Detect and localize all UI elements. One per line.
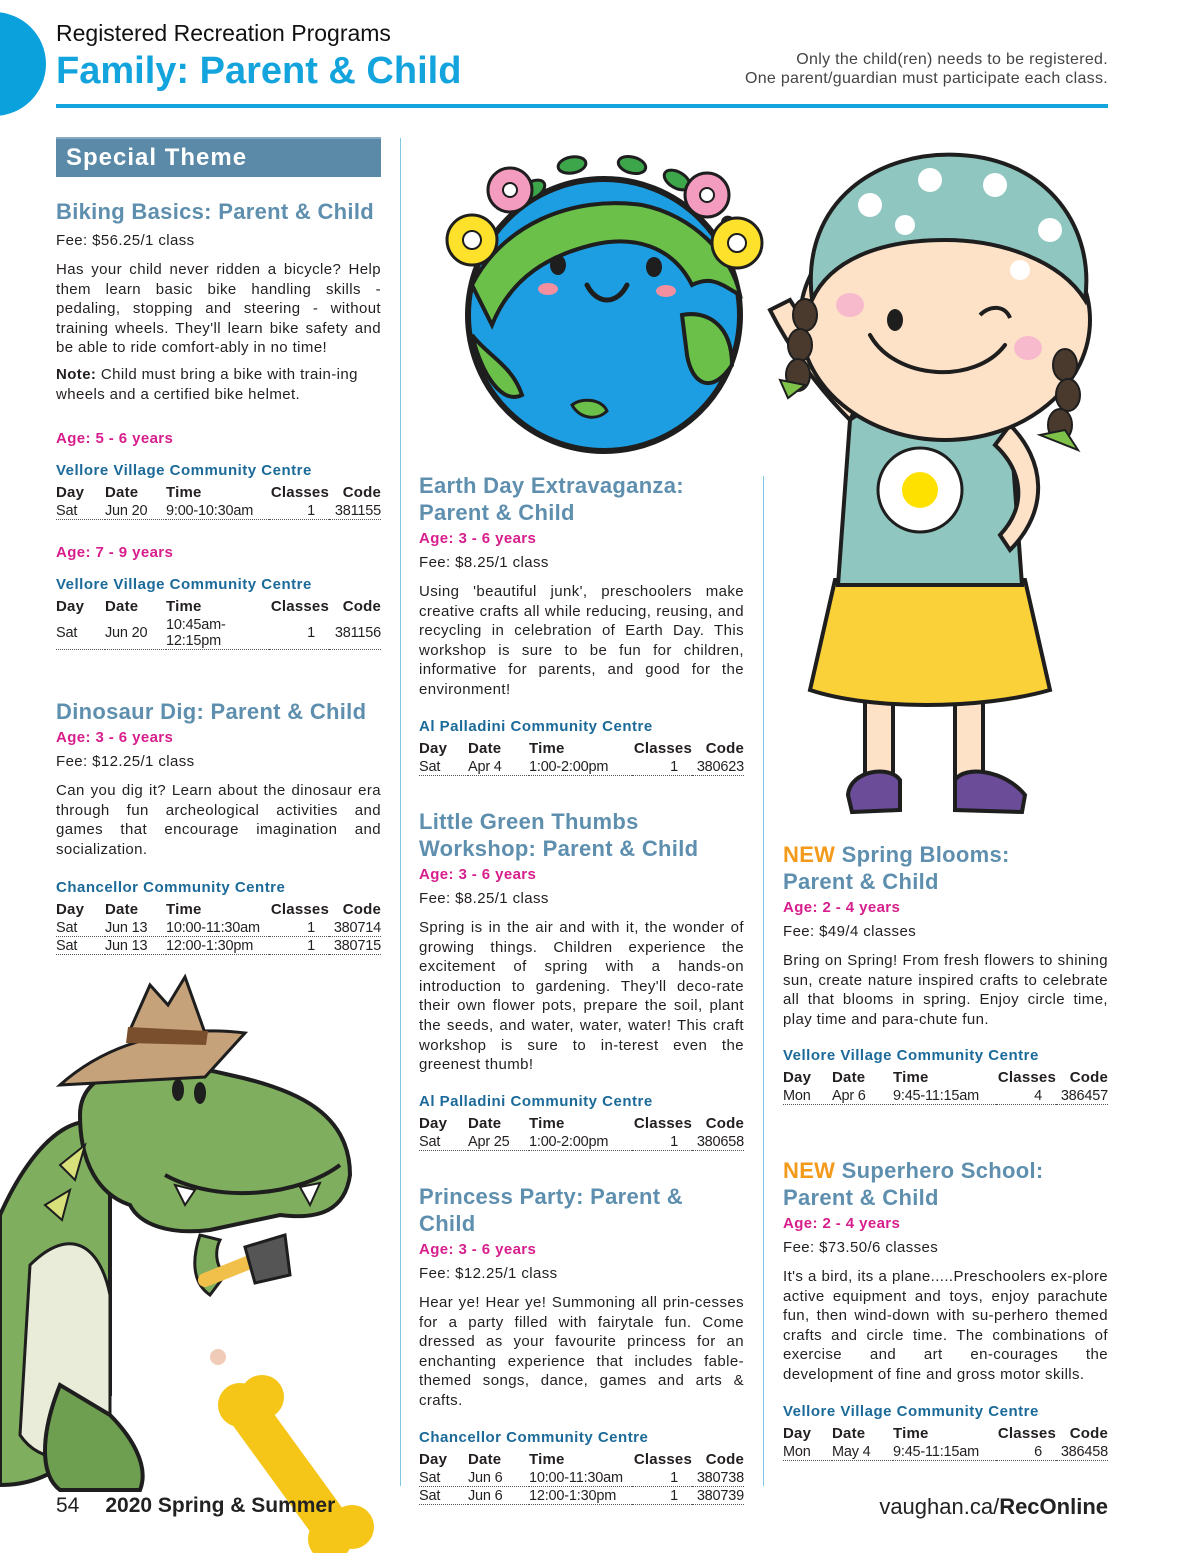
cell-day: Sat (56, 937, 105, 955)
col-header-time: Time (166, 901, 202, 919)
cell-date: Jun 6 (468, 1486, 529, 1504)
schedule-table (783, 1068, 1108, 1105)
cell-date: Apr 6 (832, 1087, 893, 1105)
earth-illustration (432, 135, 777, 455)
program-fee: Fee: $12.25/1 class (56, 753, 195, 770)
col-header-classes: Classes (633, 1114, 692, 1132)
page-title: Family: Parent & Child (56, 50, 462, 92)
cell-date: Jun 6 (468, 1469, 529, 1487)
program-title (419, 808, 744, 862)
schedule-header-row (783, 1424, 1108, 1443)
cell-code: 386458 (1056, 1443, 1108, 1461)
table-row[interactable] (783, 1443, 1108, 1461)
special-theme-banner (56, 137, 381, 177)
table-row[interactable] (56, 919, 381, 937)
cell-time: 10:00-11:30am (529, 1469, 632, 1487)
col-header-classes: Classes (270, 598, 329, 616)
page-tab-marker (0, 12, 46, 116)
col-header-date: Date (832, 1424, 866, 1442)
program-princess-party (419, 1183, 744, 1505)
program-age: Age: 2 - 4 years (783, 1215, 901, 1232)
col-header-classes: Classes (997, 1069, 1056, 1087)
col-header-day: Day (419, 1450, 448, 1468)
program-description: Can you dig it? Learn about the dinosaur era through fun archeological activities and games that encourage imagination and socialization. (56, 782, 381, 858)
col-header-time: Time (166, 484, 202, 502)
col-header-code: Code (342, 598, 381, 616)
program-title: Dinosaur Dig: Parent & Child (56, 699, 367, 724)
footer-url-link[interactable] (879, 1494, 1108, 1520)
col-header-code: Code (342, 901, 381, 919)
cell-time: 10:00-11:30am (166, 919, 269, 937)
col-header-code: Code (705, 1114, 744, 1132)
program-fee: Fee: $8.25/1 class (419, 890, 549, 907)
program-title (783, 841, 1108, 895)
cell-time: 1:00-2:00pm (529, 1133, 632, 1151)
col-header-date: Date (832, 1069, 866, 1087)
col-header-day: Day (783, 1424, 812, 1442)
schedule-header-row (419, 1114, 744, 1133)
program-note (56, 365, 381, 404)
col-header-code: Code (342, 484, 381, 502)
program-fee: Fee: $12.25/1 class (419, 1265, 558, 1282)
pink-flower-icon (685, 173, 729, 217)
registration-note (745, 50, 1108, 88)
cell-code: 386457 (1056, 1087, 1108, 1105)
col-header-day: Day (419, 1114, 448, 1132)
cell-day: Sat (419, 758, 468, 776)
cell-time: 9:45-11:15am (893, 1443, 996, 1461)
cell-classes: 1 (269, 937, 329, 955)
schedule-table (419, 739, 744, 776)
program-spring-blooms (783, 841, 1108, 1105)
schedule-table (56, 483, 381, 520)
centre-name: Vellore Village Community Centre (56, 576, 312, 594)
col-header-classes: Classes (633, 739, 692, 757)
program-title-text: Superhero School: (841, 1158, 1044, 1183)
schedule-header-row (56, 900, 381, 919)
program-description: Hear ye! Hear ye! Summoning all prin-cesses for a party filled with fairytale fun. Come dressed as your favourite princess for an enchanting experience that includes fable-themed songs, dance, games and arts & crafts. (419, 1294, 744, 1409)
yellow-bone-icon (218, 1375, 374, 1553)
col-header-code: Code (1069, 1069, 1108, 1087)
table-row[interactable] (419, 1133, 744, 1151)
url-bold: RecOnline (999, 1494, 1108, 1519)
age-group (56, 430, 381, 520)
col-header-date: Date (105, 901, 139, 919)
col-header-time: Time (529, 739, 565, 757)
col-header-date: Date (468, 1450, 502, 1468)
centre-name: Vellore Village Community Centre (783, 1402, 1039, 1420)
col-header-day: Day (419, 739, 448, 757)
cell-day: Mon (783, 1087, 832, 1105)
col-header-classes: Classes (270, 484, 329, 502)
cell-code: 380623 (692, 758, 744, 776)
program-title (419, 472, 744, 526)
program-fee: Fee: $49/4 classes (783, 923, 917, 940)
registration-note-line2: One parent/guardian must participate each class. (744, 70, 1108, 87)
new-badge: NEW (783, 842, 836, 867)
special-theme-label: Special Theme (66, 144, 248, 171)
program-description: Has your child never ridden a bicycle? Help them learn basic bike handling skills - pedaling, stopping and steering - without training wheels. They'll learn bike safety and be able to ride comfort-ably in no time! (56, 261, 381, 357)
program-age: Age: 3 - 6 years (419, 530, 537, 547)
col-header-classes: Classes (997, 1424, 1056, 1442)
program-title-text: Spring Blooms: (841, 842, 1010, 867)
schedule-table (56, 597, 381, 650)
cell-classes: 1 (632, 1486, 692, 1504)
program-description: Bring on Spring! From fresh flowers to shining sun, create nature inspired crafts to celebrate all that blooms in spring. Enjoy circle time, play time and para-chute fun. (783, 952, 1108, 1028)
program-title: Princess Party: Parent & Child (419, 1184, 683, 1236)
program-description: Spring is in the air and with it, the wonder of growing things. Children experience the excitement of spring with a hands-on introduction to gardening. They'll deco-rate their own flower pots, prepare the soil, plant the seeds, and water, water, water! This craft workshop is sure to in-terest even the greenest thumb! (419, 919, 744, 1074)
note-text: Child must bring a bike with train-ing wheels and a certified bike helmet. (56, 365, 358, 403)
schedule-header-row (56, 597, 381, 616)
cell-date: Jun 13 (105, 919, 166, 937)
program-title-line2: Parent & Child (419, 500, 575, 525)
program-title: Biking Basics: Parent & Child (56, 199, 374, 224)
header-rule (56, 104, 1108, 108)
centre-name: Chancellor Community Centre (419, 1428, 649, 1446)
schedule-table (419, 1450, 744, 1505)
schedule-table (783, 1424, 1108, 1461)
cell-classes: 6 (996, 1443, 1056, 1461)
cell-time: 1:00-2:00pm (529, 758, 632, 776)
col-header-code: Code (705, 739, 744, 757)
col-header-date: Date (468, 739, 502, 757)
program-age: Age: 5 - 6 years (56, 430, 174, 448)
cell-classes: 1 (269, 502, 329, 520)
program-biking-basics (56, 198, 381, 650)
col-header-day: Day (56, 901, 85, 919)
cell-date: Jun 13 (105, 937, 166, 955)
schedule-table (56, 900, 381, 955)
shirt-flower-icon (878, 448, 962, 532)
cell-time: 12:00-1:30pm (529, 1486, 632, 1504)
program-superhero-school (783, 1157, 1108, 1461)
cell-day: Mon (783, 1443, 832, 1461)
col-header-day: Day (56, 598, 85, 616)
note-label: Note: (56, 365, 97, 383)
cell-code: 380738 (692, 1469, 744, 1487)
program-fee: Fee: $8.25/1 class (419, 554, 549, 571)
col-header-date: Date (105, 598, 139, 616)
cell-date: Apr 4 (468, 758, 529, 776)
schedule-header-row (419, 1450, 744, 1469)
cell-code: 380715 (329, 937, 381, 955)
col-header-day: Day (783, 1069, 812, 1087)
cell-code: 381156 (329, 616, 381, 650)
col-header-time: Time (893, 1069, 929, 1087)
cell-day: Sat (56, 502, 105, 520)
program-title-line1 (783, 841, 1108, 868)
girl-illustration (760, 130, 1100, 820)
yellow-flower-icon (447, 215, 497, 265)
col-header-code: Code (1069, 1424, 1108, 1442)
yellow-flower-icon (712, 218, 762, 268)
edition-label: 2020 Spring & Summer (105, 1494, 336, 1517)
cell-day: Sat (419, 1133, 468, 1151)
cell-day: Sat (56, 919, 105, 937)
page-number: 54 (56, 1494, 80, 1517)
col-header-time: Time (529, 1450, 565, 1468)
cell-day: Sat (56, 616, 105, 650)
table-row[interactable] (56, 616, 381, 650)
col-header-time: Time (529, 1114, 565, 1132)
cell-date: Jun 20 (105, 616, 166, 650)
centre-name: Vellore Village Community Centre (56, 462, 312, 480)
cell-code: 381155 (329, 502, 381, 520)
table-row[interactable] (419, 1486, 744, 1504)
cell-time: 10:45am-12:15pm (166, 616, 269, 650)
program-age: Age: 2 - 4 years (783, 899, 901, 916)
program-earth-day (419, 472, 744, 776)
schedule-table (419, 1114, 744, 1151)
program-title-line2: Parent & Child (783, 869, 939, 894)
url-prefix: vaughan.ca/ (879, 1494, 1000, 1519)
table-row[interactable] (783, 1087, 1108, 1105)
col-header-date: Date (105, 484, 139, 502)
table-row[interactable] (56, 937, 381, 955)
col-header-code: Code (705, 1450, 744, 1468)
schedule-header-row (783, 1068, 1108, 1087)
cell-day: Sat (419, 1486, 468, 1504)
centre-name: Al Palladini Community Centre (419, 1092, 653, 1110)
program-title-line1: Earth Day Extravaganza: (419, 473, 684, 498)
table-row[interactable] (419, 758, 744, 776)
col-header-classes: Classes (633, 1450, 692, 1468)
col-header-time: Time (893, 1424, 929, 1442)
program-title (783, 1157, 1108, 1211)
col-header-time: Time (166, 598, 202, 616)
centre-name: Al Palladini Community Centre (419, 717, 653, 735)
cell-classes: 1 (632, 758, 692, 776)
col-header-day: Day (56, 484, 85, 502)
cell-time: 9:00-10:30am (166, 502, 269, 520)
cell-date: Jun 20 (105, 502, 166, 520)
cell-time: 12:00-1:30pm (166, 937, 269, 955)
program-dinosaur-dig (56, 698, 381, 955)
pink-flower-icon (488, 168, 532, 212)
new-badge: NEW (783, 1158, 836, 1183)
cell-date: Apr 25 (468, 1133, 529, 1151)
schedule-header-row (56, 483, 381, 502)
age-group (56, 544, 381, 650)
cell-classes: 1 (632, 1469, 692, 1487)
cell-classes: 4 (996, 1087, 1056, 1105)
cell-time: 9:45-11:15am (893, 1087, 996, 1105)
cell-classes: 1 (632, 1133, 692, 1151)
footer-edition (56, 1494, 335, 1518)
col-header-date: Date (468, 1114, 502, 1132)
centre-name: Chancellor Community Centre (56, 879, 286, 897)
centre-name: Vellore Village Community Centre (783, 1047, 1039, 1065)
program-title-line1: Little Green Thumbs (419, 809, 639, 834)
program-description: It's a bird, its a plane.....Preschoolers ex-plore active equipment and toys, enjoy parachute fun, then wind-down with su-perhero themed crafts and circle time. The combinations of exercise and art en-courages the development of fine and gross motor skills. (783, 1268, 1108, 1383)
cell-classes: 1 (269, 616, 329, 650)
cell-classes: 1 (269, 919, 329, 937)
table-row[interactable] (419, 1469, 744, 1487)
program-title-line2: Workshop: Parent & Child (419, 836, 699, 861)
program-title-line2: Parent & Child (783, 1185, 939, 1210)
program-fee: Fee: $56.25/1 class (56, 232, 195, 249)
table-row[interactable] (56, 502, 381, 520)
program-title-line1 (783, 1157, 1108, 1184)
program-age: Age: 3 - 6 years (419, 866, 537, 883)
registration-note-line1: Only the child(ren) needs to be registered. (796, 51, 1108, 68)
schedule-header-row (419, 739, 744, 758)
program-description: Using 'beautiful junk', preschoolers make creative crafts all while reducing, reusing, and recycling in celebration of Earth Day. This workshop is sure to be fun for children, informative for parents, and good for the environment! (419, 583, 744, 698)
program-age: Age: 3 - 6 years (419, 1241, 537, 1258)
dinosaur-illustration (0, 965, 420, 1553)
col-header-classes: Classes (270, 901, 329, 919)
cell-date: May 4 (832, 1443, 893, 1461)
cell-code: 380714 (329, 919, 381, 937)
cell-code: 380658 (692, 1133, 744, 1151)
program-age: Age: 7 - 9 years (56, 544, 174, 562)
program-age: Age: 3 - 6 years (56, 729, 174, 746)
program-fee: Fee: $73.50/6 classes (783, 1239, 939, 1256)
cell-day: Sat (419, 1469, 468, 1487)
program-little-green-thumbs (419, 808, 744, 1151)
cell-code: 380739 (692, 1486, 744, 1504)
section-label: Registered Recreation Programs (56, 20, 391, 46)
